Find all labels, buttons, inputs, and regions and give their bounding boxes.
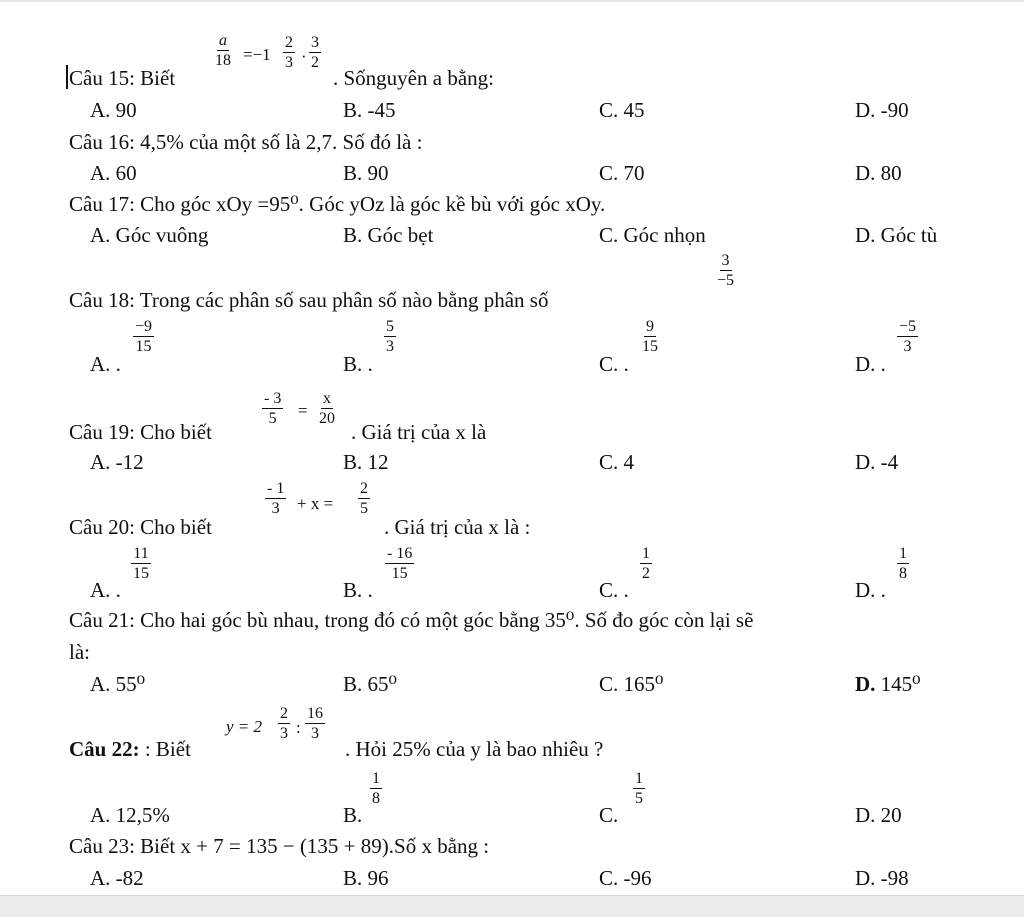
q18-option-d[interactable]: D. . <box>855 352 886 376</box>
q19-fraction-right <box>317 390 337 427</box>
q15-option-a[interactable]: A. 90 <box>90 98 137 122</box>
q20-fraction-right <box>358 480 370 517</box>
q15-option-d[interactable]: D. -90 <box>855 98 909 122</box>
q20-c-den: 2 <box>642 565 650 582</box>
q20-f1-num: - 1 <box>267 480 285 497</box>
q20-option-c[interactable]: C. . <box>599 578 629 602</box>
q17-question: Câu 17: Cho góc xOy =95⁰. Góc yOz là góc kề bù với góc xOy. <box>69 192 606 216</box>
q15-r-den: 2 <box>311 54 319 71</box>
q23-option-d[interactable]: D. -98 <box>855 866 909 890</box>
q20-option-c-fraction <box>640 545 652 582</box>
q20-plus-x: + x = <box>297 494 334 513</box>
q19-f2-den: 20 <box>319 410 335 427</box>
q20-fraction-left <box>265 480 286 517</box>
q18-target-den: −5 <box>717 272 735 289</box>
q20-d-num: 1 <box>899 545 907 562</box>
q22-c-den: 5 <box>635 790 643 807</box>
q22-pre: : Biết <box>139 737 191 761</box>
q22-option-b[interactable]: B. <box>343 803 363 827</box>
q18-c-num: 9 <box>646 318 654 335</box>
q20-suffix: . Giá trị của x là : <box>384 515 531 539</box>
q20-a-num: 11 <box>133 545 149 562</box>
q21-question-line1: Câu 21: Cho hai góc bù nhau, trong đó có một góc bằng 35⁰. Số đo góc còn lại sẽ <box>69 608 754 632</box>
q18-option-d-fraction <box>897 318 918 355</box>
q22-option-d[interactable]: D. 20 <box>855 803 902 827</box>
q22-m-num: 2 <box>280 705 288 722</box>
text-cursor <box>66 65 68 89</box>
q22-r-den: 3 <box>311 725 319 742</box>
q15-equals: =−1 <box>243 45 271 64</box>
q18-option-c[interactable]: C. . <box>599 352 629 376</box>
q15-prefix: Câu 15: Biết <box>69 66 176 90</box>
q20-a-den: 15 <box>133 565 149 582</box>
q19-equals: = <box>298 401 308 420</box>
q15-mixed-num: 2 <box>285 34 293 51</box>
q20-option-a-fraction <box>131 545 151 582</box>
q15-suffix: . Sốnguyên a bằng: <box>333 66 494 90</box>
q15-frac-den: 18 <box>215 52 231 69</box>
q16-option-b[interactable]: B. 90 <box>343 161 389 185</box>
q22-option-a[interactable]: A. 12,5% <box>90 803 170 827</box>
q21-option-c[interactable]: C. 165⁰ <box>599 672 664 696</box>
q18-target-fraction <box>715 252 736 289</box>
q20-f2-den: 5 <box>360 500 368 517</box>
q16-option-d[interactable]: D. 80 <box>855 161 902 185</box>
q18-option-b[interactable]: B. . <box>343 352 373 376</box>
q19-fraction-left <box>262 390 283 427</box>
q23-option-c[interactable]: C. -96 <box>599 866 652 890</box>
q20-f2-num: 2 <box>360 480 368 497</box>
q18-option-a[interactable]: A. . <box>90 352 121 376</box>
q22-b-num: 1 <box>372 770 380 787</box>
q18-option-a-fraction <box>133 318 154 355</box>
q15-frac-num: a <box>219 32 227 49</box>
q18-b-den: 3 <box>386 338 394 355</box>
q20-b-den: 15 <box>391 565 408 582</box>
q20-f1-den: 3 <box>271 500 280 517</box>
q21-question-line2: là: <box>69 640 90 664</box>
q15-fraction-3-2 <box>309 34 321 71</box>
q15-option-b[interactable]: B. -45 <box>343 98 396 122</box>
q22-prefix <box>69 737 191 761</box>
q18-a-num: −9 <box>135 318 153 335</box>
q17-option-a[interactable]: A. Góc vuông <box>90 223 209 247</box>
q20-prefix: Câu 20: Cho biết <box>69 515 212 539</box>
q19-f1-num: - 3 <box>264 390 282 407</box>
q19-option-a[interactable]: A. -12 <box>90 450 144 474</box>
q19-option-b[interactable]: B. 12 <box>343 450 389 474</box>
q18-c-den: 15 <box>642 338 658 355</box>
q22-b-den: 8 <box>372 790 380 807</box>
q20-option-b-fraction <box>385 545 414 582</box>
q21-option-d-label: D. <box>855 672 876 696</box>
q15-r-num: 3 <box>311 34 319 51</box>
q19-option-d[interactable]: D. -4 <box>855 450 899 474</box>
q16-option-a[interactable]: A. 60 <box>90 161 137 185</box>
q22-option-c-fraction <box>633 770 645 807</box>
q22-mixed-fraction <box>278 705 290 742</box>
q18-a-den: 15 <box>135 338 152 355</box>
q22-suffix: . Hỏi 25% của y là bao nhiêu ? <box>345 737 604 761</box>
q19-f2-num: x <box>323 390 331 407</box>
q20-d-den: 8 <box>899 565 907 582</box>
q15-mixed-den: 3 <box>285 54 293 71</box>
q15-mixed-fraction <box>283 34 295 71</box>
q21-option-a[interactable]: A. 55⁰ <box>90 672 146 696</box>
q21-option-d-value: 145⁰ <box>880 672 921 696</box>
q20-option-d[interactable]: D. . <box>855 578 886 602</box>
q15-dot: · <box>301 47 307 66</box>
q16-option-c[interactable]: C. 70 <box>599 161 645 185</box>
q17-option-b[interactable]: B. Góc bẹt <box>343 223 434 247</box>
q20-option-d-fraction <box>897 545 909 582</box>
q18-d-num: −5 <box>899 318 917 335</box>
q21-option-b[interactable]: B. 65⁰ <box>343 672 397 696</box>
q18-b-num: 5 <box>386 318 394 335</box>
page-top-border <box>0 0 1024 2</box>
q17-option-c[interactable]: C. Góc nhọn <box>599 223 706 247</box>
q20-b-num: - 16 <box>387 545 413 562</box>
q22-m-den: 3 <box>280 725 288 742</box>
q20-c-num: 1 <box>642 545 650 562</box>
q21-option-d[interactable] <box>855 672 921 696</box>
q17-option-d[interactable]: D. Góc tù <box>855 223 938 247</box>
q22-c-num: 1 <box>635 770 643 787</box>
q18-option-c-fraction <box>640 318 660 355</box>
q15-fraction-a-18 <box>213 32 233 69</box>
q19-f1-den: 5 <box>268 410 277 427</box>
q22-label: Câu 22: <box>69 737 140 761</box>
q22-colon: : <box>296 718 301 737</box>
q19-suffix: . Giá trị của x là <box>351 420 487 444</box>
q18-target-num: 3 <box>721 252 730 269</box>
q19-option-c[interactable]: C. 4 <box>599 450 635 474</box>
window-bottom-bar <box>0 895 1024 917</box>
q23-option-a[interactable]: A. -82 <box>90 866 144 890</box>
q22-y-equals: y = 2 <box>226 717 263 736</box>
q18-d-den: 3 <box>903 338 912 355</box>
q20-option-a[interactable]: A. . <box>90 578 121 602</box>
q23-option-b[interactable]: B. 96 <box>343 866 389 890</box>
q16-question: Câu 16: 4,5% của một số là 2,7. Số đó là : <box>69 130 423 154</box>
q23-question: Câu 23: Biết x + 7 = 135 − (135 + 89).Số x bằng : <box>69 834 490 858</box>
q22-option-c[interactable]: C. <box>599 803 619 827</box>
q20-option-b[interactable]: B. . <box>343 578 373 602</box>
q18-question: Câu 18: Trong các phân số sau phân số nào bằng phân số <box>69 288 549 312</box>
q22-option-b-fraction <box>370 770 382 807</box>
q15-option-c[interactable]: C. 45 <box>599 98 645 122</box>
q22-r-num: 16 <box>307 705 323 722</box>
q18-option-b-fraction <box>384 318 396 355</box>
q22-fraction-16-3 <box>305 705 325 742</box>
q19-prefix: Câu 19: Cho biết <box>69 420 212 444</box>
